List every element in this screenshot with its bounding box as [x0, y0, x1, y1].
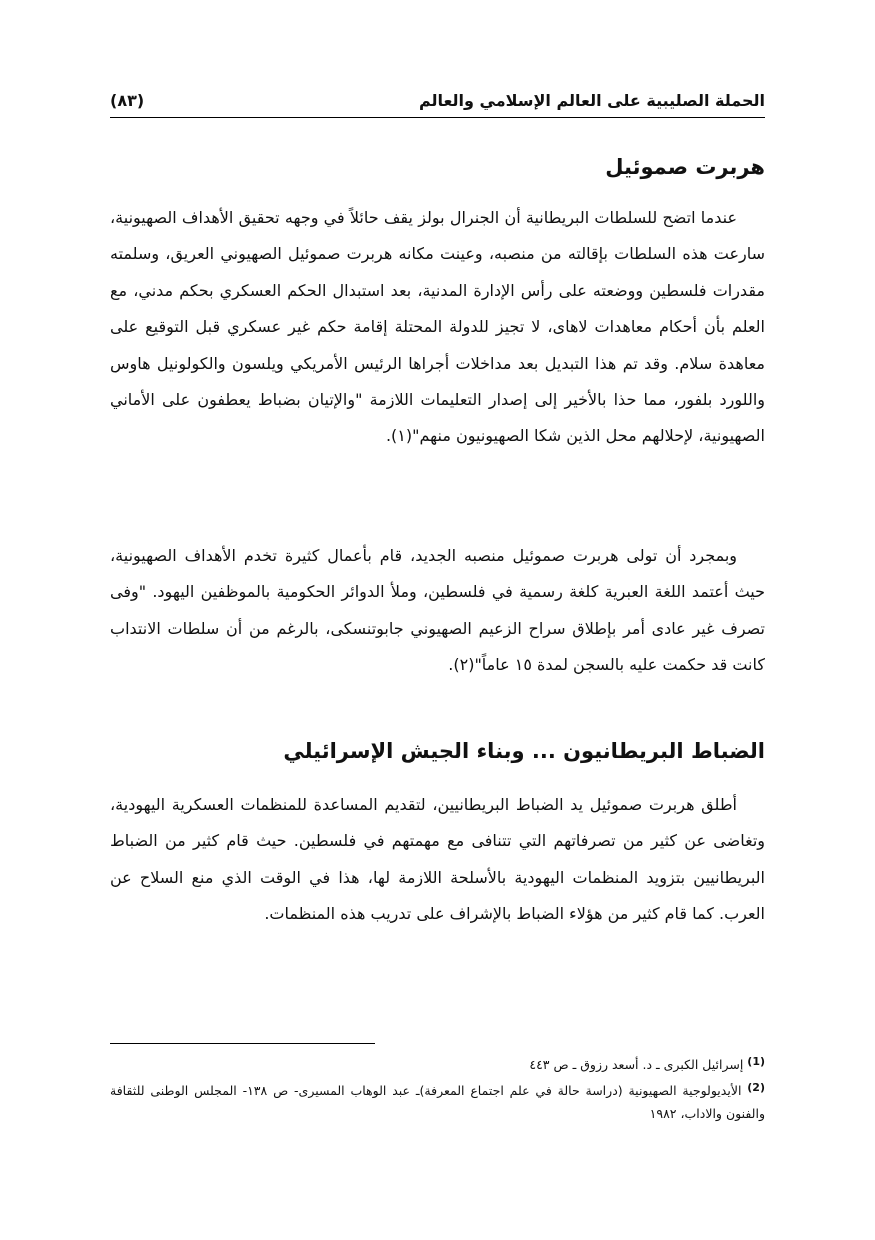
paragraph-1-text: عندما اتضح للسلطات البريطانية أن الجنرال بولز يقف حائلاً في وجهه تحقيق الأهداف الصهيونية، سارعت هذه السلطات بإقالته من منصبه، وعينت مكانه هربرت صموئيل الصهيوني العريق، وسلمته مقدرات فلسطين ووضعته على رأس الإدارة المدنية، بعد استبدال الحكم العسكري بحكم مدني، مع العلم بأن أحكام معاهدات لاهاى، لا تجيز للدولة المحتلة إقامة حكم غير عسكري قبل التوقيع على معاهدة سلام. وقد تم هذا التبديل بعد مداخلات أجراها الرئيس الأمريكي ويلسون والكولونيل هاوس واللورد بلفور، مما حذا بالأخير إلى إصدار التعليمات اللازمة "والإتيان بضباط يعطفون على الأماني الصهيونية، لإحلالهم محل الذين شكا الصهيونيون منهم"(١). — [110, 208, 765, 446]
footnote-rule — [110, 1043, 375, 1044]
paragraph-3-text: أطلق هربرت صموئيل يد الضباط البريطانيين، لتقديم المساعدة للمنظمات العسكرية اليهودية، وتغاضى عن كثير من تصرفاتهم التي تتنافى مع مهمتهم في فلسطين. حيث قام كثير من الضباط البريطانيين بتزويد المنظمات اليهودية بالأسلحة اللازمة لها، هذا في الوقت الذي منع السلاح عن العرب. كما قام كثير من هؤلاء الضباط بالإشراف على تدريب هذه المنظمات. — [110, 795, 765, 924]
header-rule — [110, 117, 765, 118]
page-number: (٨٣) — [110, 90, 145, 110]
paragraph-2 — [110, 538, 765, 684]
footnotes — [110, 1050, 765, 1125]
footnote-2 — [110, 1076, 765, 1125]
header-title: الحملة الصليبية على العالم الإسلامي والعالم — [418, 90, 765, 110]
paragraph-2-text: وبمجرد أن تولى هربرت صموئيل منصبه الجديد، قام بأعمال كثيرة تخدم الأهداف الصهيونية، حيث أعتمد اللغة العبرية كلغة رسمية في فلسطين، وملأ الدوائر الحكومية بالموظفين اليهود. "وفى تصرف غير عادى أمر بإطلاق سراح الزعيم الصهيوني جابوتنسكى، بالرغم من أن سلطات الانتداب كانت قد حكمت عليه بالسجن لمدة ١٥ عاماً"(٢). — [110, 546, 765, 675]
paragraph-3 — [110, 787, 765, 933]
paragraph-1 — [110, 200, 765, 455]
footnote-2-text: الأيديولوجية الصهيونية (دراسة حالة في علم اجتماع المعرفة)ـ عبد الوهاب المسيرى- ص ١٣٨- المجلس الوطنى للثقافة والفنون والاداب، ١٩٨٢ — [110, 1083, 765, 1121]
running-header — [110, 86, 765, 114]
document-page — [110, 0, 765, 1240]
footnote-1-text: إسرائيل الكبرى ـ د. أسعد رزوق ـ ص ٤٤٣ — [529, 1057, 744, 1072]
section-heading-british-officers: الضباط البريطانيون ... وبناء الجيش الإسرائيلي — [283, 739, 765, 763]
footnote-2-mark: (2) — [747, 1081, 765, 1094]
footnote-1 — [110, 1050, 765, 1076]
footnote-1-mark: (1) — [747, 1055, 765, 1068]
section-heading-herbert-samuel: هربرت صموئيل — [605, 155, 765, 179]
